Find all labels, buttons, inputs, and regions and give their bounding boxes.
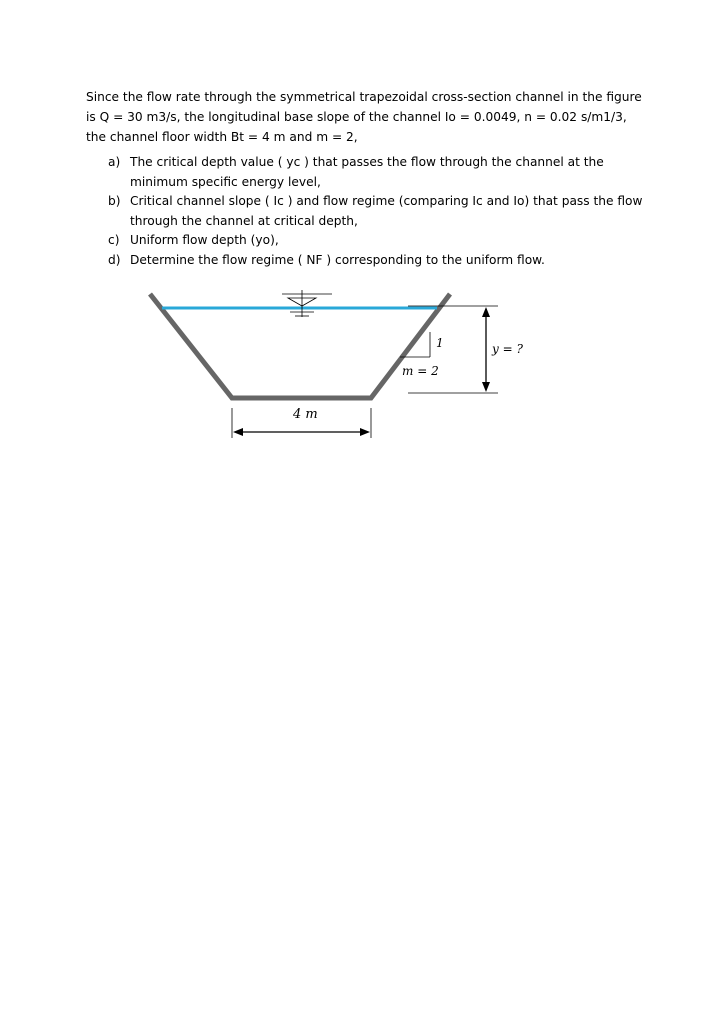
width-label: 4 m [293, 407, 318, 422]
water-level-symbol-icon [282, 290, 332, 317]
question-text: Determine the flow regime ( NF ) corresponding to the uniform flow. [130, 252, 545, 267]
question-marker: c) [108, 233, 120, 247]
question-marker: d) [108, 252, 121, 267]
channel-cross-section-figure [140, 284, 540, 444]
question-c [108, 231, 648, 251]
question-text: Critical channel slope ( Ic ) and flow regime (comparing Ic and Io) that pass the flow through the channel at critical depth, [130, 194, 643, 228]
question-marker: b) [108, 194, 121, 208]
slope-vertical-label: 1 [436, 336, 444, 350]
question-list [108, 153, 648, 270]
question-text: Uniform flow depth (yo), [130, 233, 279, 247]
depth-label: y = ? [492, 342, 523, 356]
question-b [108, 192, 648, 231]
depth-dimension [408, 306, 498, 393]
question-d [108, 251, 648, 271]
question-marker: a) [108, 155, 121, 169]
channel-wall [150, 294, 450, 398]
problem-statement: Since the flow rate through the symmetrical trapezoidal cross-section channel in the figure is Q = 30 m3/s, the longitudinal base slope of the channel Io = 0.0049, n = 0.02 s/m1/3, the channel floor width Bt = 4 m and m = 2, [86, 90, 642, 144]
slope-label: m = 2 [402, 364, 439, 378]
question-a [108, 153, 648, 192]
question-text: The critical depth value ( yc ) that passes the flow through the channel at the minimum specific energy level, [130, 155, 604, 189]
